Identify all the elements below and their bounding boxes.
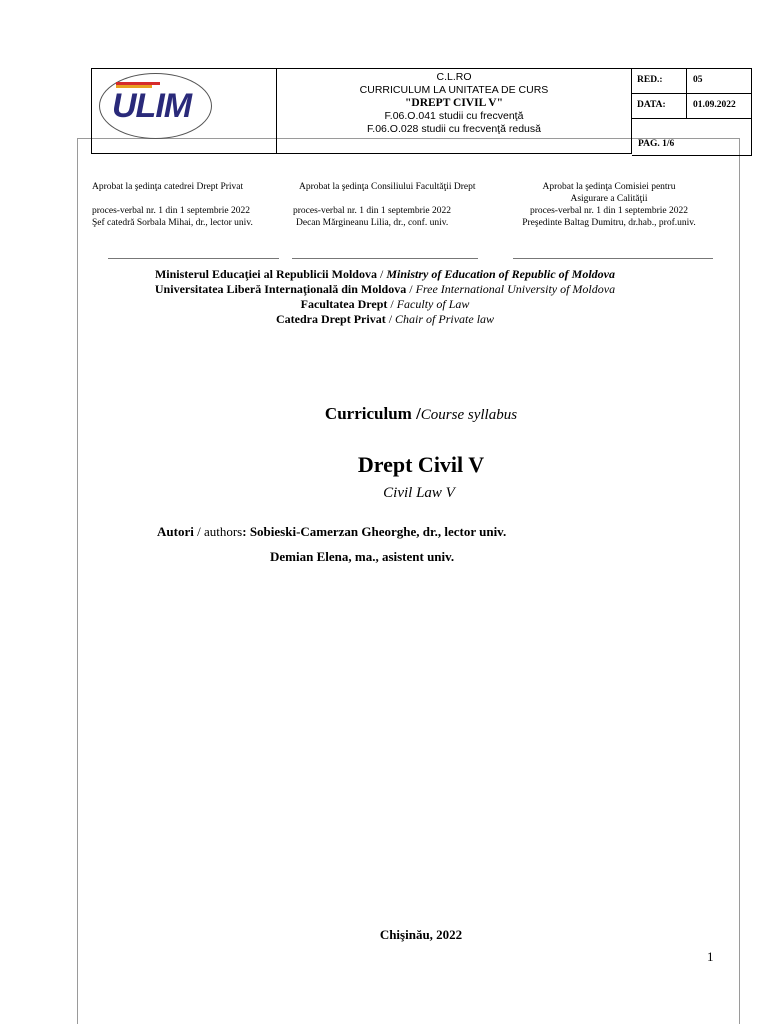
date-label: DATA:	[632, 94, 687, 118]
city-year: Chişinău, 2022	[379, 927, 463, 942]
separator: /	[376, 267, 387, 281]
document-header	[91, 68, 632, 154]
approval-chair-signatory: Şef catedră Sorbala Mihai, dr., lector univ.	[92, 218, 253, 228]
authors-label-en: authors	[203, 524, 243, 539]
approval-quality	[499, 181, 719, 229]
authors-line	[157, 524, 506, 540]
page-number: 1	[707, 949, 714, 964]
chair-line	[0, 312, 770, 327]
ministry-line	[0, 267, 770, 282]
red-value: 05	[693, 75, 703, 85]
faculty-en: Faculty of Law	[396, 297, 470, 311]
institution-block	[0, 267, 770, 327]
header-course-name: "DREPT CIVIL V"	[405, 97, 503, 109]
header-code: C.L.RO	[436, 71, 472, 83]
approval-chair-subtitle	[92, 193, 253, 205]
page-row	[632, 119, 751, 157]
authors-label-ro: Autori	[157, 524, 194, 539]
faculty-ro: Facultatea Drept	[300, 297, 388, 311]
page-count: PAG. 1/6	[638, 139, 675, 149]
curriculum-en: Course syllabus	[420, 407, 518, 423]
separator: /	[406, 282, 416, 296]
subject-title-en: Civil Law V	[383, 485, 455, 501]
ministry-ro: Ministerul Educaţiei al Republicii Moldova	[154, 267, 377, 281]
approval-council-subtitle	[293, 193, 476, 205]
logo-cell	[92, 69, 277, 153]
separator: /	[385, 312, 396, 326]
header-code-frequency: F.06.O.041 studii cu frecvenţă	[384, 110, 524, 122]
approval-quality-minutes: proces-verbal nr. 1 din 1 septembrie 2022	[529, 206, 689, 216]
separator: /	[193, 524, 204, 539]
approval-chair-minutes: proces-verbal nr. 1 din 1 septembrie 2022	[92, 206, 251, 216]
approval-council-minutes: proces-verbal nr. 1 din 1 septembrie 2022	[293, 206, 452, 216]
header-title	[277, 69, 631, 153]
university-line	[0, 282, 770, 297]
signature-line	[108, 258, 279, 259]
separator: /	[387, 297, 397, 311]
approval-council	[293, 181, 476, 229]
approval-council-title: Aprobat la şedinţa Consiliului Facultăţii Drept	[299, 182, 476, 192]
chair-en: Chair of Private law	[395, 312, 495, 326]
chair-ro: Catedra Drept Privat	[275, 312, 386, 326]
approval-chair-title: Aprobat la şedinţa catedrei Drept Privat	[92, 182, 244, 192]
author-2: Demian Elena, ma., asistent univ.	[270, 549, 455, 564]
revision-row	[632, 69, 751, 94]
curriculum-ro: Curriculum	[324, 404, 412, 423]
red-label: RED.:	[632, 69, 687, 93]
approval-quality-subtitle: Asigurare a Calităţii	[570, 194, 648, 204]
university-ro: Universitatea Liberă Internaţională din Moldova	[154, 282, 407, 296]
date-row	[632, 94, 751, 119]
ministry-en: Ministry of Education of Republic of Moldova	[386, 267, 616, 281]
revision-table	[632, 68, 752, 156]
approval-quality-signatory: Preşedinte Baltag Dumitru, dr.hab., prof.univ.	[522, 218, 696, 228]
faculty-line	[0, 297, 770, 312]
signature-line	[513, 258, 713, 259]
header-code-reduced: F.06.O.028 studii cu frecvenţă redusă	[367, 123, 541, 135]
approval-chair	[92, 181, 253, 229]
author-1: : Sobieski-Camerzan Gheorghe, dr., lector univ.	[242, 524, 507, 539]
subject-title: Drept Civil V	[357, 452, 485, 477]
signature-line	[292, 258, 478, 259]
date-value: 01.09.2022	[693, 100, 736, 110]
header-doc-type: CURRICULUM LA UNITATEA DE CURS	[359, 84, 549, 96]
curriculum-heading	[36, 404, 770, 424]
university-en: Free International University of Moldova	[415, 282, 616, 296]
approval-council-signatory: Decan Mărgineanu Lilia, dr., conf. univ.	[296, 218, 449, 228]
approval-quality-title: Aprobat la şedinţa Comisiei pentru	[542, 182, 676, 192]
logo-text: ULIM	[112, 87, 192, 125]
separator: /	[411, 404, 421, 423]
